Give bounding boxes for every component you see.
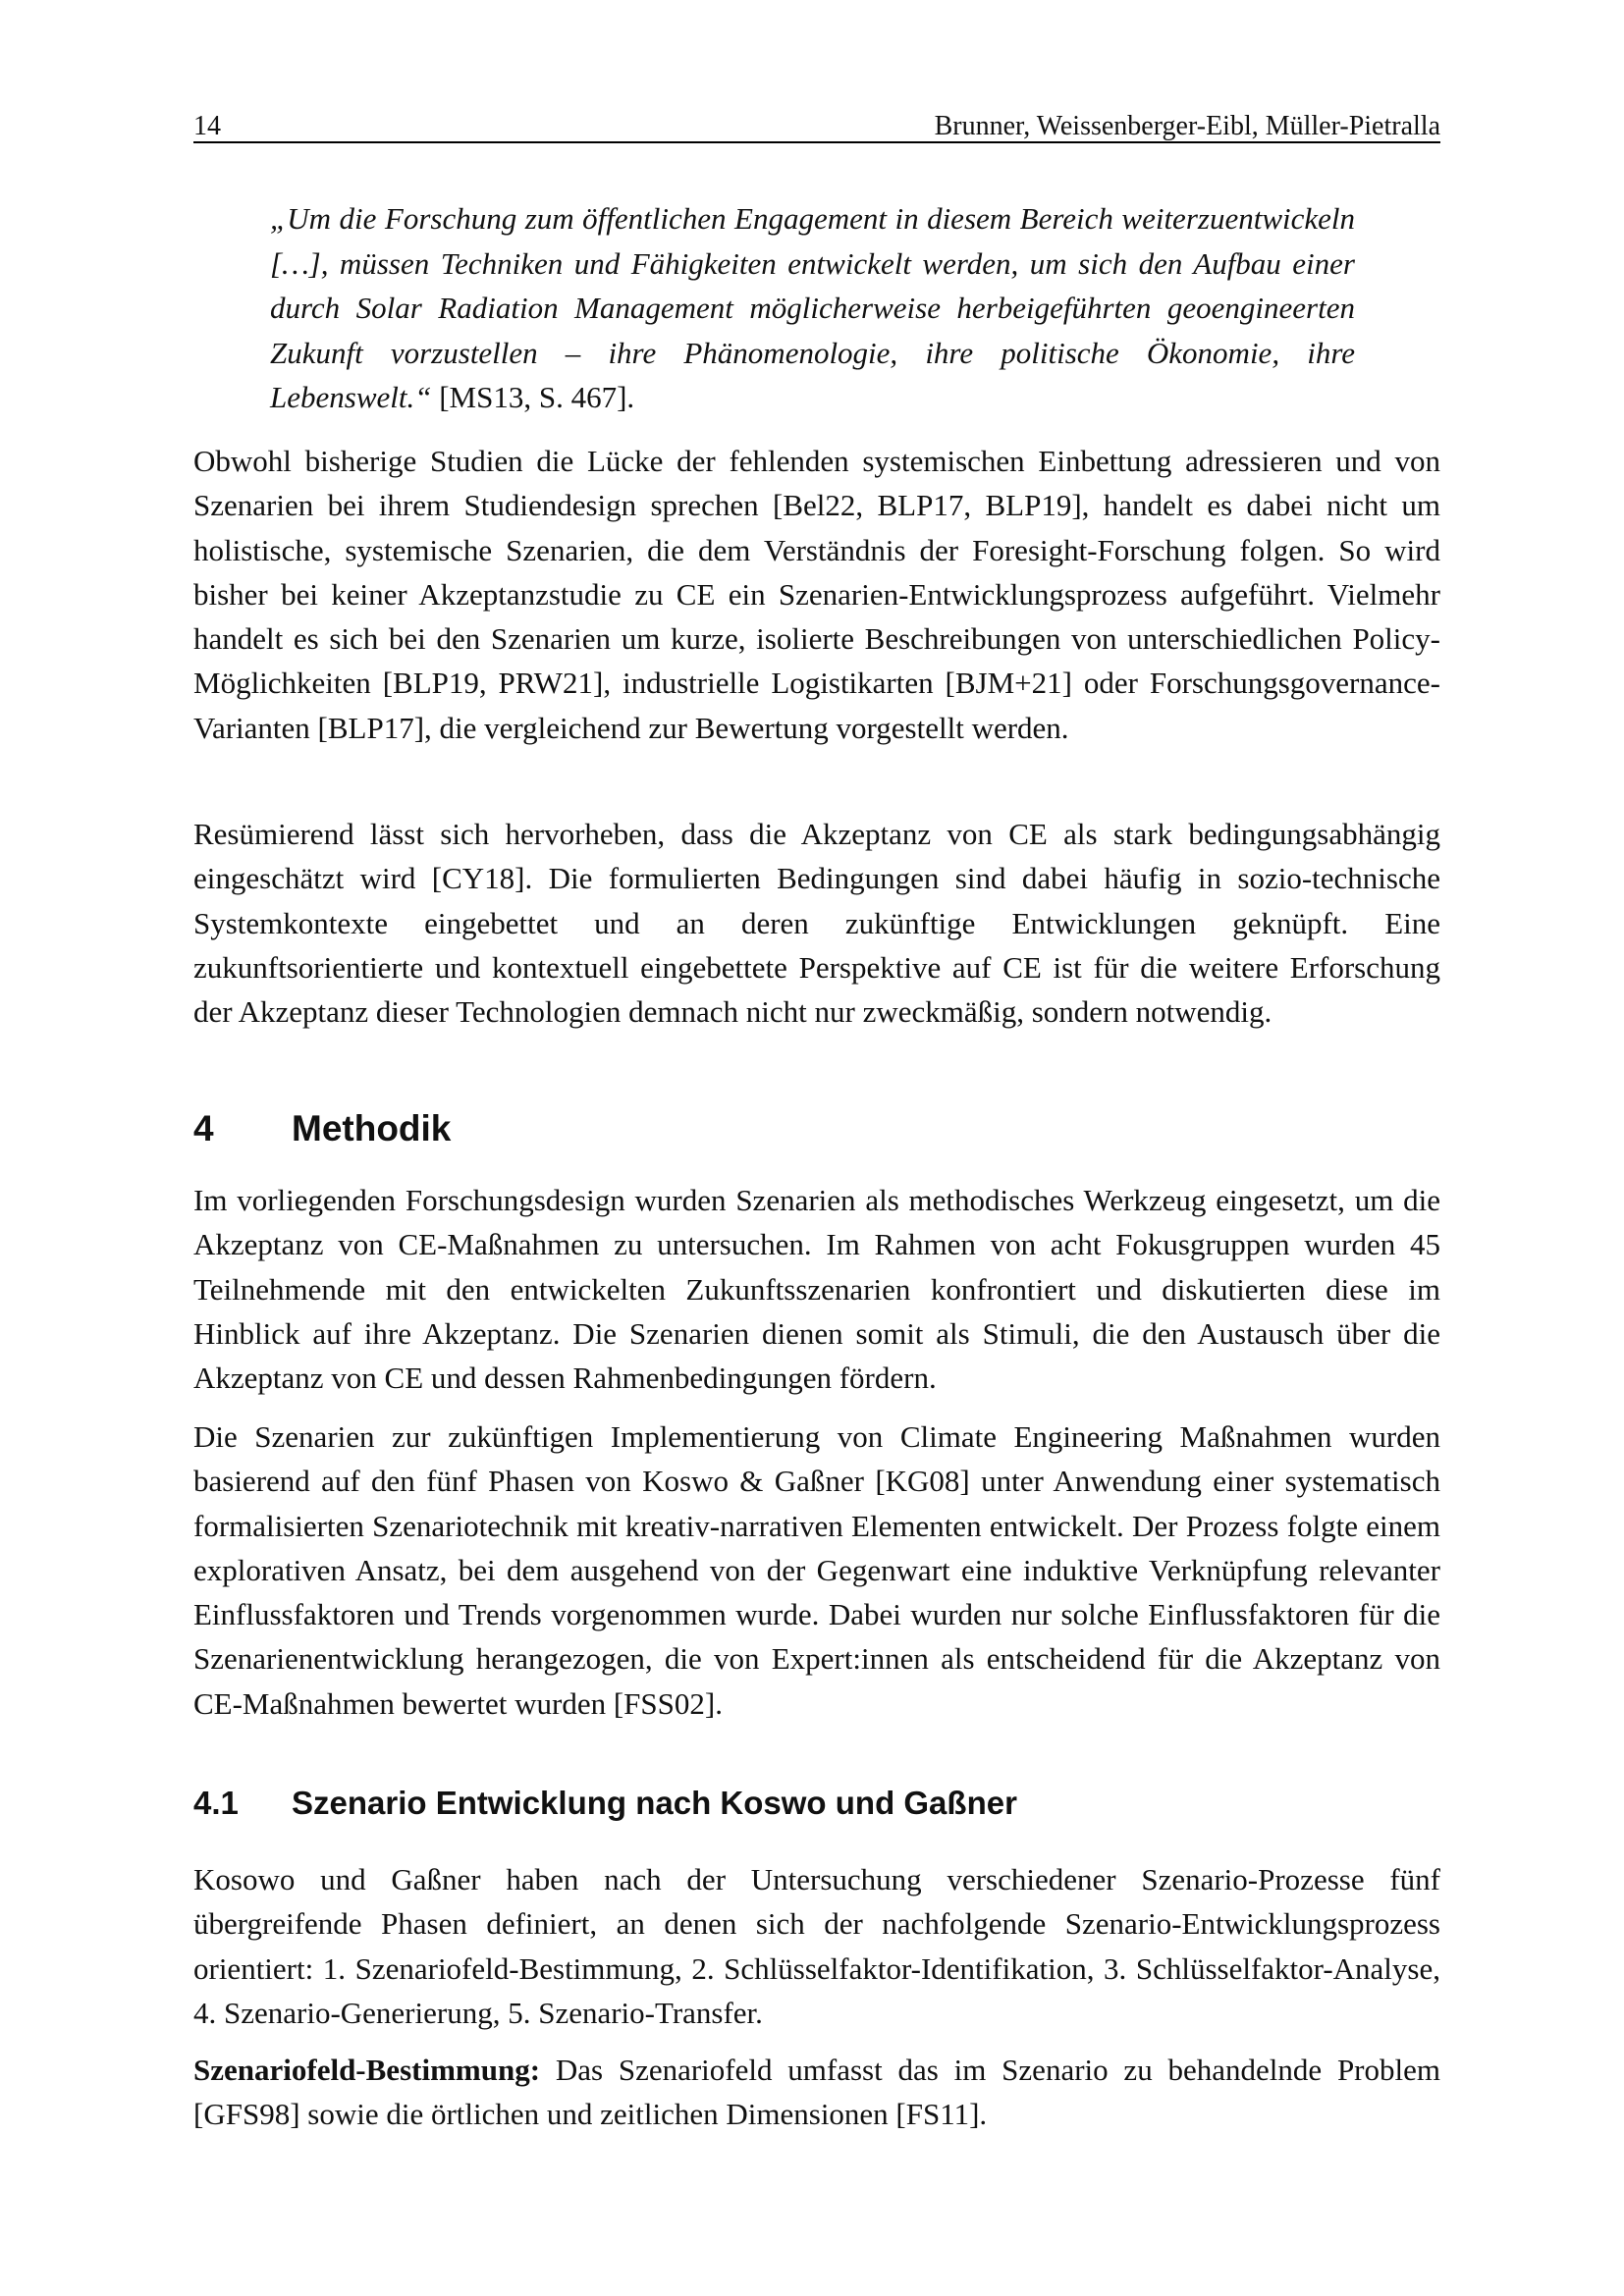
paragraph-summary: Resümierend lässt sich hervorheben, dass die Akzeptanz von CE als stark bedingungsabhängig eingeschätzt wird [CY18]. Die formulierten Bedingungen sind dabei häufig in sozio-technische Systemkontexte eingebettet und an deren zukünftige Entwicklungen geknüpft. Eine zukunftsorientierte und kontextuell eingebettete Perspektive auf CE ist für die weitere Erforschung der Akzeptanz dieser Technologien demnach nicht nur zweckmäßig, sondern notwendig. bbox=[193, 817, 1440, 1030]
definition-text: Das Szenariofeld umfasst das im Szenario zu behandelnde Problem [GFS98] sowie die örtlichen und zeitlichen Dimensionen [FS11]. bbox=[193, 2053, 1440, 2132]
page-number: 14 bbox=[193, 111, 221, 141]
subsection-heading bbox=[193, 1783, 1440, 1824]
section-number: 4 bbox=[193, 1108, 214, 1148]
running-head-authors: Brunner, Weissenberger-Eibl, Müller-Pietralla bbox=[934, 111, 1440, 141]
paragraph-definition bbox=[193, 2048, 1440, 2137]
paragraph-phases: Kosowo und Gaßner haben nach der Untersuchung verschiedener Szenario-Prozesse fünf übergreifende Phasen definiert, an denen sich der nachfolgende Szenario-Entwicklungsprozess orientiert: 1. Szenariofeld-Bestimmung, 2. Schlüsselfaktor-Identifikation, 3. Schlüsselfaktor-Analyse, 4. Szenario-Generierung, 5. Szenario-Transfer. bbox=[193, 1862, 1440, 2030]
block-quote bbox=[270, 196, 1355, 420]
running-head bbox=[193, 110, 1440, 143]
quote-text: „Um die Forschung zum öffentlichen Engagement in diesem Bereich weiterzuentwickeln […], müssen Techniken und Fähigkeiten entwickelt werden, um sich den Aufbau einer durch Solar Radiation Management möglicherweise herbeigeführten geoengineerten Zukunft vorzustellen – ihre Phänomenologie, ihre politische Ökonomie, ihre Lebenswelt.“ bbox=[270, 201, 1355, 414]
header-rule bbox=[193, 141, 1440, 143]
paragraph-scenario-method: Die Szenarien zur zukünftigen Implementierung von Climate Engineering Maßnahmen wurden basierend auf den fünf Phasen von Koswo & Gaßner [KG08] unter Anwendung einer systematisch formalisierten Szenariotechnik mit kreativ-narrativen Elementen entwickelt. Der Prozess folgte einem explorativen Ansatz, bei dem ausgehend von der Gegenwart eine induktive Verknüpfung relevanter Einflussfaktoren und Trends vorgenommen wurde. Dabei wurden nur solche Einflussfaktoren für die Szenarienentwicklung herangezogen, die von Expert:innen als entscheidend für die Akzeptanz von CE-Maßnahmen bewertet wurden [FSS02]. bbox=[193, 1419, 1440, 1721]
subsection-number: 4.1 bbox=[193, 1785, 239, 1821]
subsection-title: Szenario Entwicklung nach Koswo und Gaßner bbox=[292, 1785, 1017, 1821]
section-title: Methodik bbox=[292, 1108, 452, 1148]
section-heading bbox=[193, 1106, 1440, 1151]
definition-term: Szenariofeld-Bestimmung: bbox=[193, 2053, 541, 2087]
paragraph-studies: Obwohl bisherige Studien die Lücke der fehlenden systemischen Einbettung adressieren und von Szenarien bei ihrem Studiendesign sprechen [Bel22, BLP17, BLP19], handelt es dabei nicht um holistische, systemische Szenarien, die dem Verständnis der Foresight-Forschung folgen. So wird bisher bei keiner Akzeptanzstudie zu CE ein Szenarien-Entwicklungsprozess aufgeführt. Vielmehr handelt es sich bei den Szenarien um kurze, isolierte Beschreibungen von unterschiedlichen Policy-Möglichkeiten [BLP19, PRW21], industrielle Logistikarten [BJM+21] oder Forschungsgovernance-Varianten [BLP17], die vergleichend zur Bewertung vorgestellt werden. bbox=[193, 444, 1440, 745]
paragraph-research-design: Im vorliegenden Forschungsdesign wurden Szenarien als methodisches Werkzeug eingesetzt, um die Akzeptanz von CE-Maßnahmen zu untersuchen. Im Rahmen von acht Fokusgruppen wurden 45 Teilnehmende mit den entwickelten Zukunftsszenarien konfrontiert und diskutierten diese im Hinblick auf ihre Akzeptanz. Die Szenarien dienen somit als Stimuli, die den Austausch über die Akzeptanz von CE und dessen Rahmenbedingungen fördern. bbox=[193, 1183, 1440, 1396]
quote-citation: [MS13, S. 467]. bbox=[431, 380, 635, 414]
